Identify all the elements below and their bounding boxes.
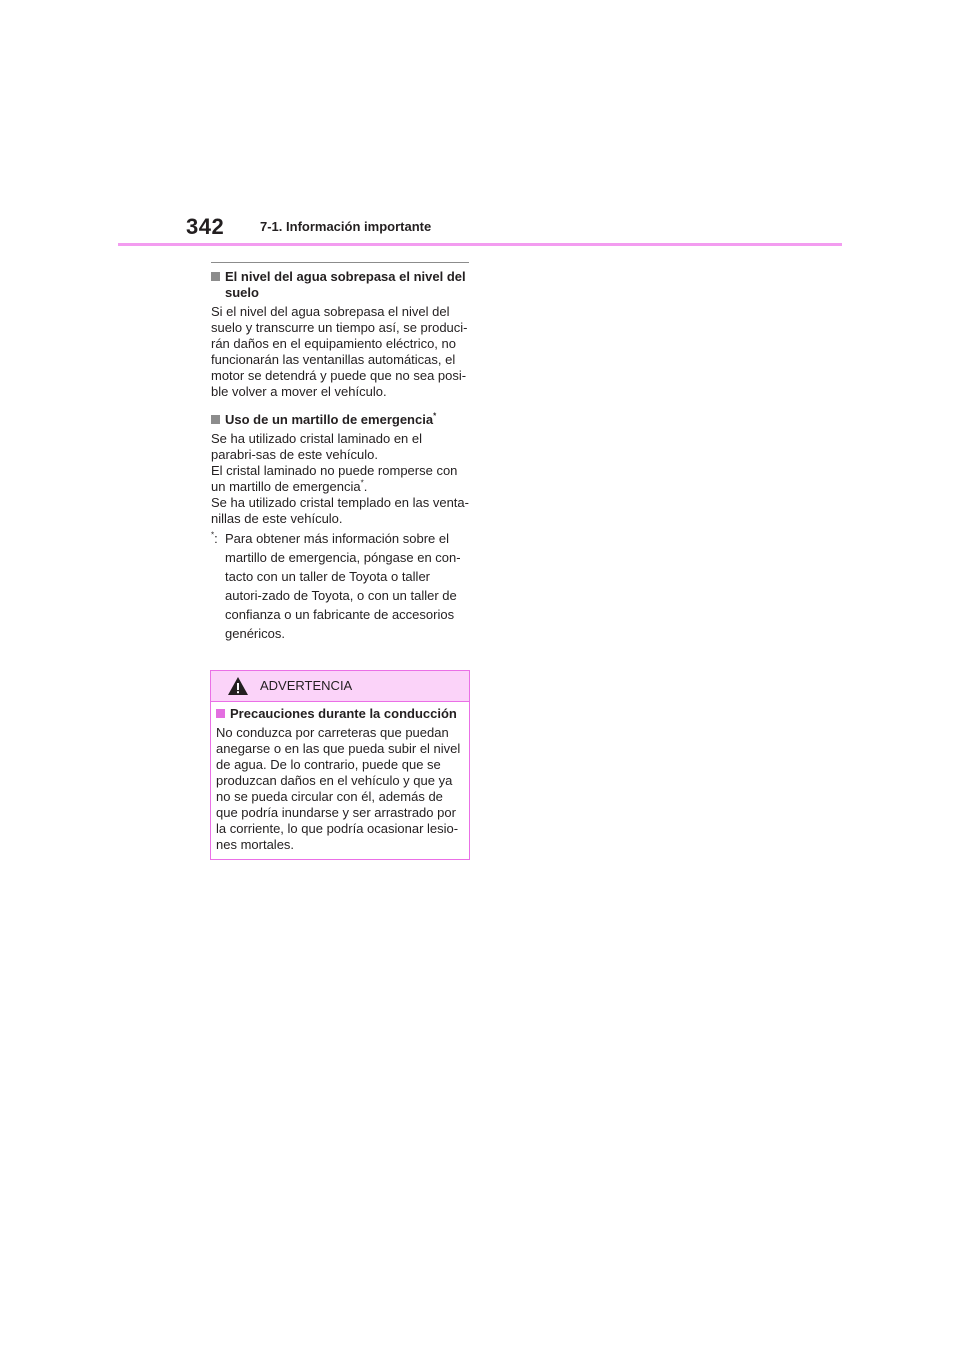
warning-header: [211, 671, 469, 702]
warning-body-text: No conduzca por carreteras que puedan anegarse o en las que pueda subir el nivel de agua. De lo contrario, puede que se produzcan daños en el vehículo y que ya no se pueda circular con él, además de que podría inundarse y ser arrastrado por la corriente, lo que podría ocasionar lesio-nes mortales.: [216, 725, 461, 852]
header-rule: [118, 243, 842, 246]
footnote-text: Para obtener más información sobre el martillo de emergencia, póngase en con-tacto con un taller de Toyota o taller autori-zado de Toyota, o con un taller de confianza o un fabricante de accesorios genéricos.: [225, 531, 461, 641]
hammer-paragraph-3: Se ha utilizado cristal templado en las venta-nillas de este vehículo.: [211, 495, 469, 526]
main-column: [211, 262, 469, 643]
page-number: 342: [186, 214, 225, 239]
section-body-water-level: Si el nivel del agua sobrepasa el nivel del suelo y transcurre un tiempo así, se produci-rán daños en el equipamiento eléctrico, no funcionarán las ventanillas automáticas, el motor se detendrá y puede que no sea posi-ble volver a mover el vehículo.: [211, 304, 468, 399]
warning-box: [210, 670, 470, 860]
hammer-paragraph-1: Se ha utilizado cristal laminado en el parabri-sas de este vehículo.: [211, 431, 423, 462]
top-rule: [211, 262, 469, 263]
section-heading-hammer: Uso de un martillo de emergencia*: [211, 412, 469, 428]
section-title: 7-1. Información importante: [260, 219, 432, 234]
hammer-paragraph-2: El cristal laminado no puede romperse con un martillo de emergencia*.: [211, 463, 458, 494]
square-bullet-icon: [211, 272, 220, 281]
section-heading-water-level: El nivel del agua sobrepasa el nivel del suelo: [211, 269, 469, 301]
footnote-mark: *: [433, 411, 437, 421]
footnote-mark: *: [360, 478, 364, 488]
footnote-mark: *: [211, 530, 215, 540]
footnote: *: Para obtener más información sobre el martillo de emergencia, póngase en con-tacto con un taller de Toyota o taller autori-zado de Toyota, o con un taller de confianza o un fabricante de accesorios genéricos.: [211, 529, 469, 643]
square-bullet-icon: [216, 709, 225, 718]
square-bullet-icon: [211, 415, 220, 424]
warning-triangle-icon: [227, 676, 249, 696]
warning-title: ADVERTENCIA: [260, 678, 353, 693]
warning-heading: Precauciones durante la conducción: [216, 706, 464, 722]
